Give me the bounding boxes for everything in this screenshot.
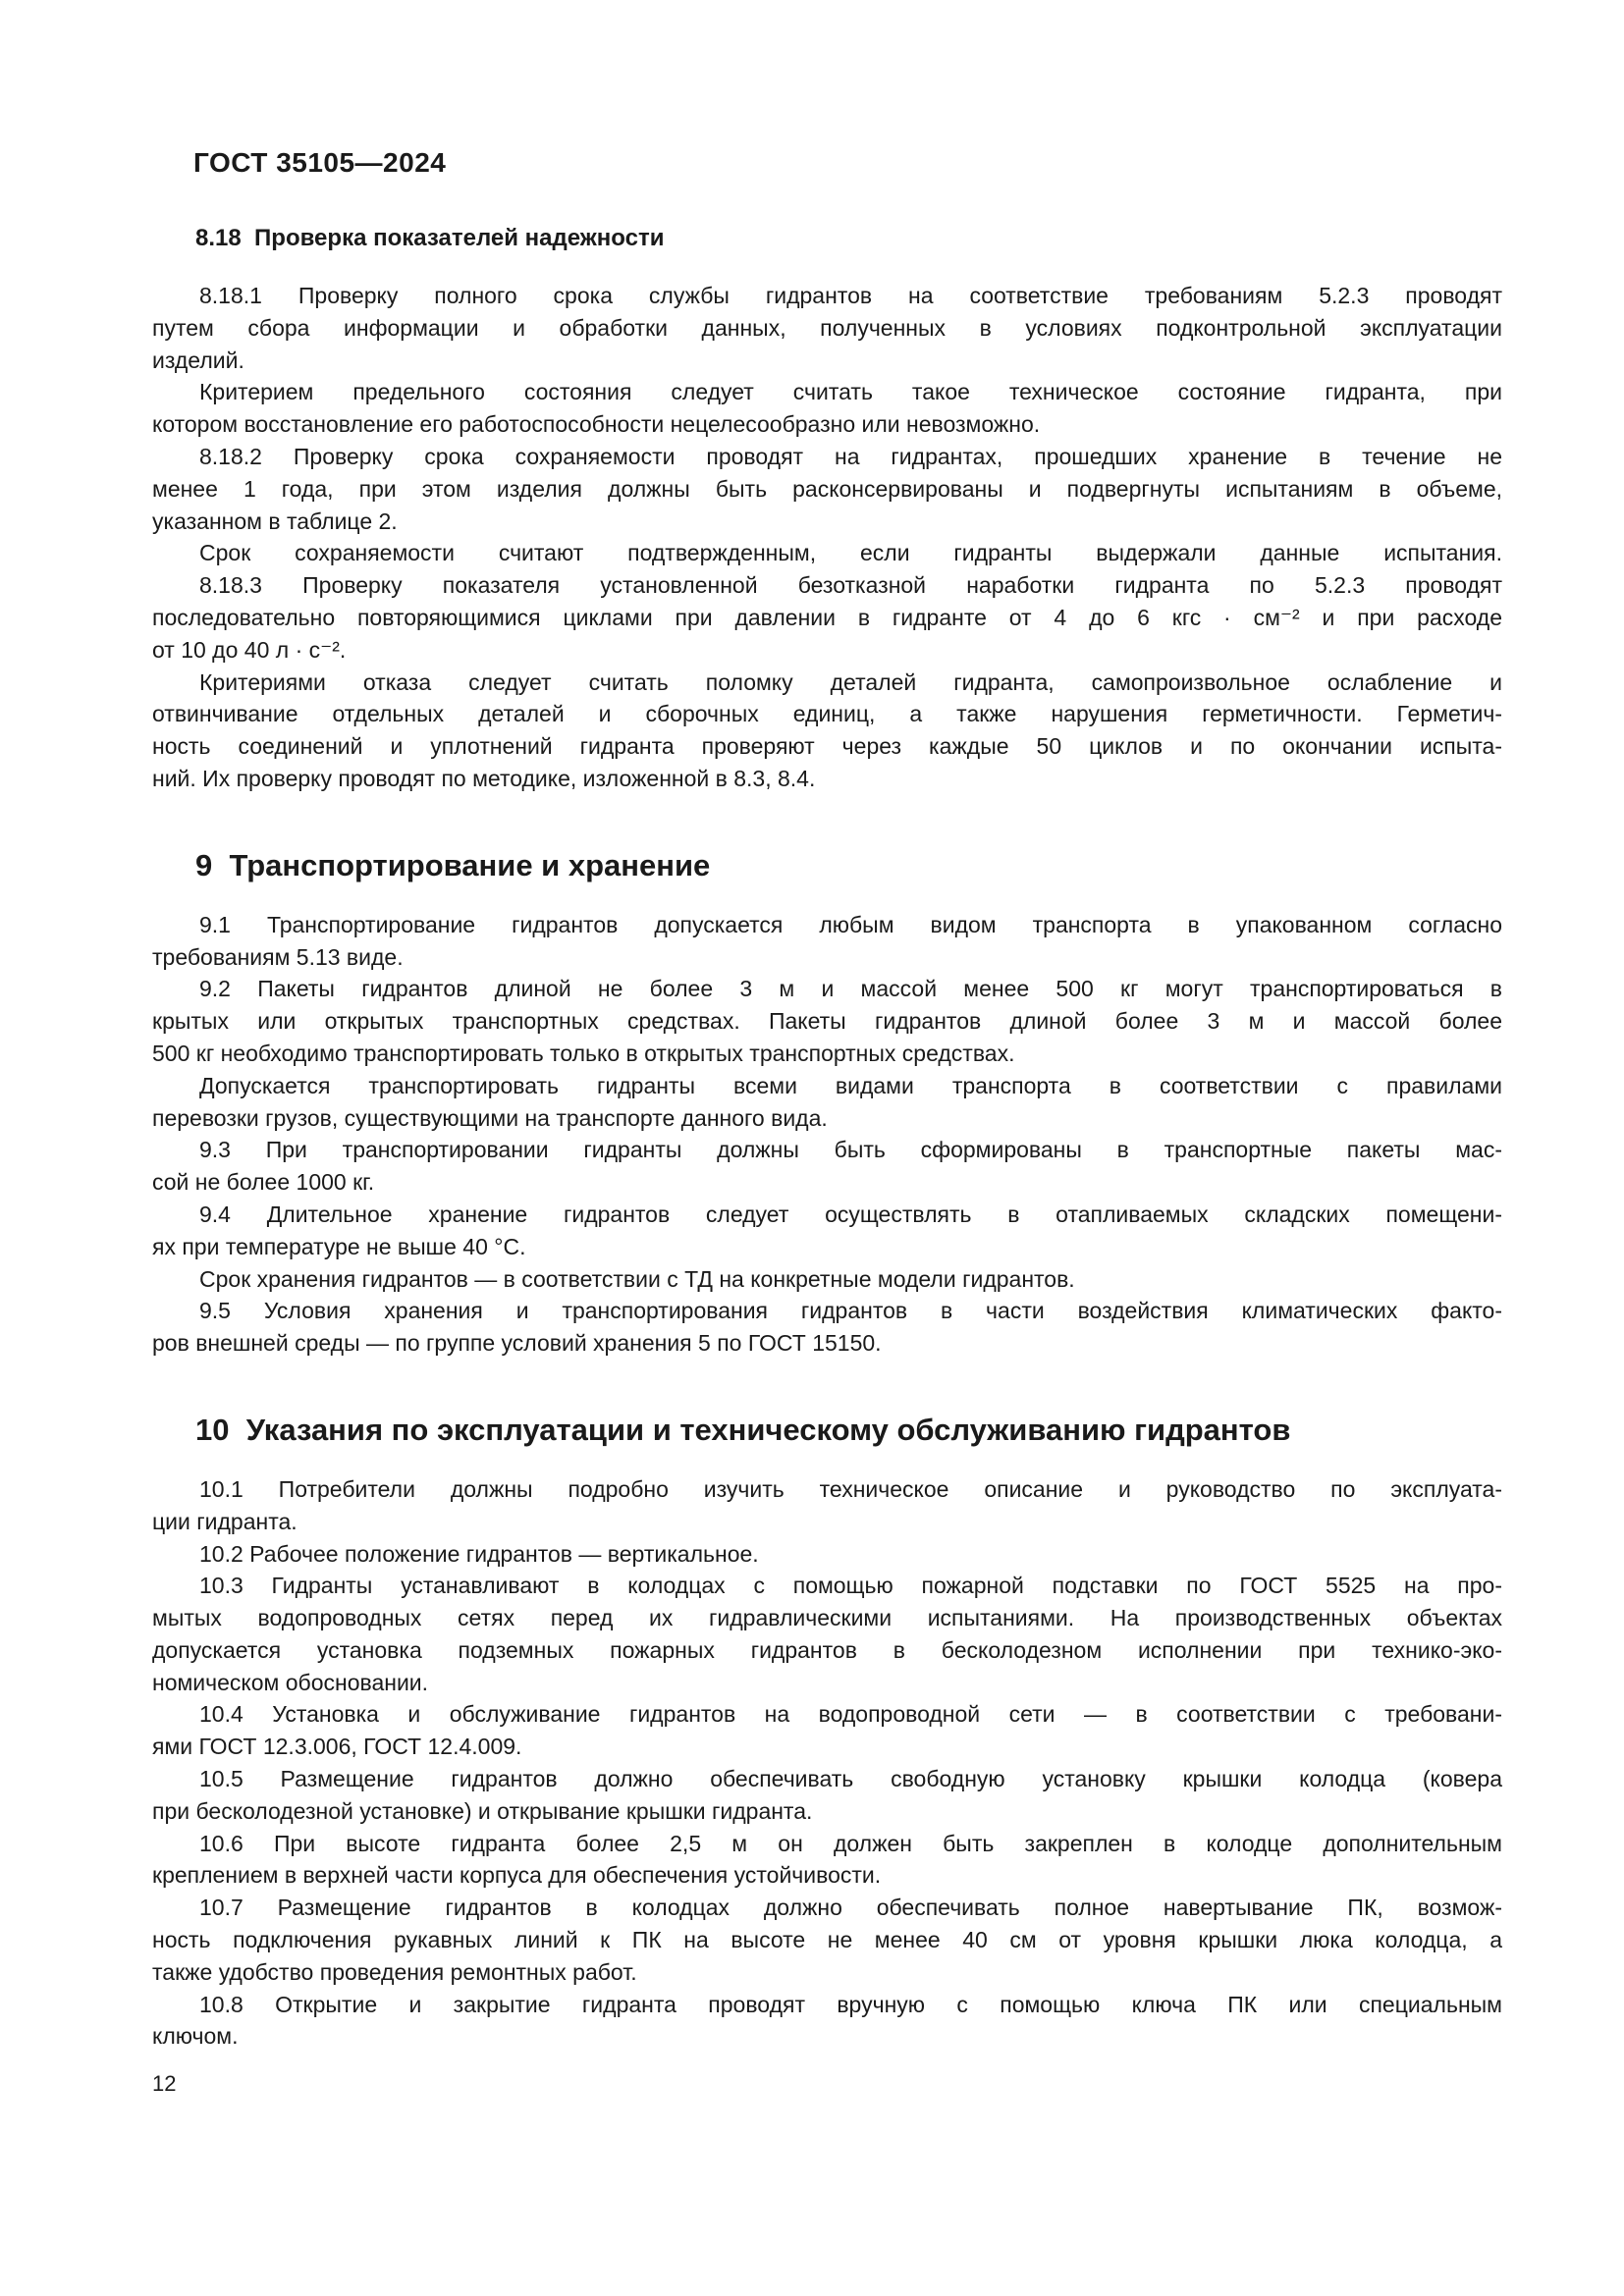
subsection-heading: 8.18 Проверка показателей надежности [195, 225, 665, 251]
paragraph [152, 1892, 1502, 1988]
text-line: ров внешней среды — по группе условий хранения 5 по ГОСТ 15150. [152, 1330, 882, 1357]
text-line: ключом. [152, 2023, 239, 2050]
paragraph [152, 1538, 1502, 1571]
text-line: 8.18.2 Проверку срока сохраняемости проводят на гидрантах, прошедших хранение в течение не [199, 443, 1502, 469]
paragraph [152, 1570, 1502, 1698]
paragraph [152, 1828, 1502, 1893]
paragraph [152, 537, 1502, 569]
text-line: менее 1 года, при этом изделия должны быть расконсервированы и подвергнуты испытаниям в объеме, [152, 475, 1502, 502]
text-line: Критерием предельного состояния следует считать такое техническое состояние гидранта, при [199, 379, 1502, 405]
paragraph [152, 1698, 1502, 1763]
text-line: Критериями отказа следует считать поломку деталей гидранта, самопроизвольное ослабление и [199, 668, 1502, 695]
text-line: 10.2 Рабочее положение гидрантов — вертикальное. [199, 1540, 759, 1567]
paragraph [152, 973, 1502, 1069]
paragraph [152, 441, 1502, 537]
page-number: 12 [152, 2071, 177, 2096]
paragraph [152, 376, 1502, 441]
text-line: 9.4 Длительное хранение гидрантов следует осуществлять в отапливаемых складских помещени- [199, 1201, 1502, 1227]
paragraph [152, 280, 1502, 376]
text-line: перевозки грузов, существующими на транспорте данного вида. [152, 1104, 828, 1131]
section-heading: 10 Указания по эксплуатации и техническому обслуживанию гидрантов [195, 1412, 1291, 1447]
text-line: сой не более 1000 кг. [152, 1169, 375, 1196]
text-line: 10.4 Установка и обслуживание гидрантов на водопроводной сети — в соответствии с требовани- [199, 1701, 1502, 1728]
paragraph [152, 909, 1502, 974]
paragraph [152, 667, 1502, 795]
text-line: отвинчивание отдельных деталей и сборочных единиц, а также нарушения герметичности. Герметич- [152, 701, 1502, 727]
text-line: путем сбора информации и обработки данных, полученных в условиях подконтрольной эксплуатации [152, 314, 1502, 341]
text-line: Срок сохраняемости считают подтвержденным, если гидранты выдержали данные испытания. [199, 540, 1502, 566]
text-line: при бесколодезной установке) и открывание крышки гидранта. [152, 1797, 813, 1824]
text-line: 10.1 Потребители должны подробно изучить техническое описание и руководство по эксплуата- [199, 1475, 1502, 1502]
text-line: указанном в таблице 2. [152, 507, 398, 534]
text-line: 8.18.1 Проверку полного срока службы гидрантов на соответствие требованиям 5.2.3 проводят [199, 283, 1502, 308]
text-line: 9.3 При транспортировании гидранты должны быть сформированы в транспортные пакеты мас- [199, 1137, 1502, 1163]
text-line: Допускается транспортировать гидранты всеми видами транспорта в соответствии с правилами [199, 1072, 1502, 1098]
text-line: котором восстановление его работоспособности нецелесообразно или невозможно. [152, 411, 1041, 438]
text-line: 9.1 Транспортирование гидрантов допускается любым видом транспорта в упакованном согласно [199, 911, 1502, 937]
text-line: креплением в верхней части корпуса для обеспечения устойчивости. [152, 1862, 882, 1889]
text-line: 10.3 Гидранты устанавливают в колодцах с помощью пожарной подставки по ГОСТ 5525 на про- [199, 1573, 1502, 1599]
paragraph [152, 1263, 1502, 1296]
text-line: ность подключения рукавных линий к ПК на высоте не менее 40 см от уровня крышки люка колодца, а [152, 1927, 1502, 1953]
paragraph [152, 1989, 1502, 2054]
text-line: также удобство проведения ремонтных работ. [152, 1958, 637, 1985]
text-line: 10.8 Открытие и закрытие гидранта проводят вручную с помощью ключа ПК или специальным [199, 1991, 1502, 2017]
paragraph [152, 1199, 1502, 1263]
text-line: номическом обосновании. [152, 1669, 429, 1695]
text-line: изделий. [152, 347, 244, 373]
text-line: 9.5 Условия хранения и транспортирования гидрантов в части воздействия климатических факто- [199, 1298, 1502, 1324]
text-line: мытых водопроводных сетях перед их гидравлическими испытаниями. На производственных объектах [152, 1605, 1502, 1631]
paragraph [152, 1070, 1502, 1135]
text-line: 500 кг необходимо транспортировать только в открытых транспортных средствах. [152, 1040, 1015, 1066]
running-header-doc-number: ГОСТ 35105—2024 [193, 147, 447, 178]
paragraph [152, 1295, 1502, 1360]
text-line: требованиям 5.13 виде. [152, 943, 404, 970]
section-heading: 9 Транспортирование и хранение [195, 847, 711, 882]
text-line: ции гидранта. [152, 1508, 298, 1534]
text-line: допускается установка подземных пожарных гидрантов в бесколодезном исполнении при технико-эко- [152, 1636, 1502, 1663]
text-line: 9.2 Пакеты гидрантов длиной не более 3 м и массой менее 500 кг могут транспортироваться в [199, 976, 1502, 1002]
text-line: от 10 до 40 л · с⁻². [152, 636, 347, 663]
page-content [152, 224, 1502, 2053]
text-line: ями ГОСТ 12.3.006, ГОСТ 12.4.009. [152, 1734, 522, 1760]
text-line: 10.7 Размещение гидрантов в колодцах должно обеспечивать полное навертывание ПК, возмож- [199, 1895, 1502, 1921]
text-line: 10.5 Размещение гидрантов должно обеспечивать свободную установку крышки колодца (ковера [199, 1766, 1502, 1792]
text-line: 10.6 При высоте гидранта более 2,5 м он должен быть закреплен в колодце дополнительным [199, 1830, 1502, 1856]
text-line: последовательно повторяющимися циклами при давлении в гидранте от 4 до 6 кгс · см⁻² и при расходе [152, 604, 1502, 630]
paragraph [152, 1763, 1502, 1828]
paragraph [152, 1473, 1502, 1538]
text-line: ний. Их проверку проводят по методике, изложенной в 8.3, 8.4. [152, 765, 816, 791]
paragraph [152, 569, 1502, 666]
text-line: ях при температуре не выше 40 °С. [152, 1233, 526, 1259]
text-line: крытых или открытых транспортных средствах. Пакеты гидрантов длиной более 3 м и массой более [152, 1008, 1502, 1035]
text-line: Срок хранения гидрантов — в соответствии с ТД на конкретные модели гидрантов. [199, 1265, 1075, 1292]
text-line: 8.18.3 Проверку показателя установленной безотказной наработки гидранта по 5.2.3 проводят [199, 572, 1502, 599]
paragraph [152, 1134, 1502, 1199]
text-line: ность соединений и уплотнений гидранта проверяют через каждые 50 циклов и по окончании испыта- [152, 733, 1502, 760]
